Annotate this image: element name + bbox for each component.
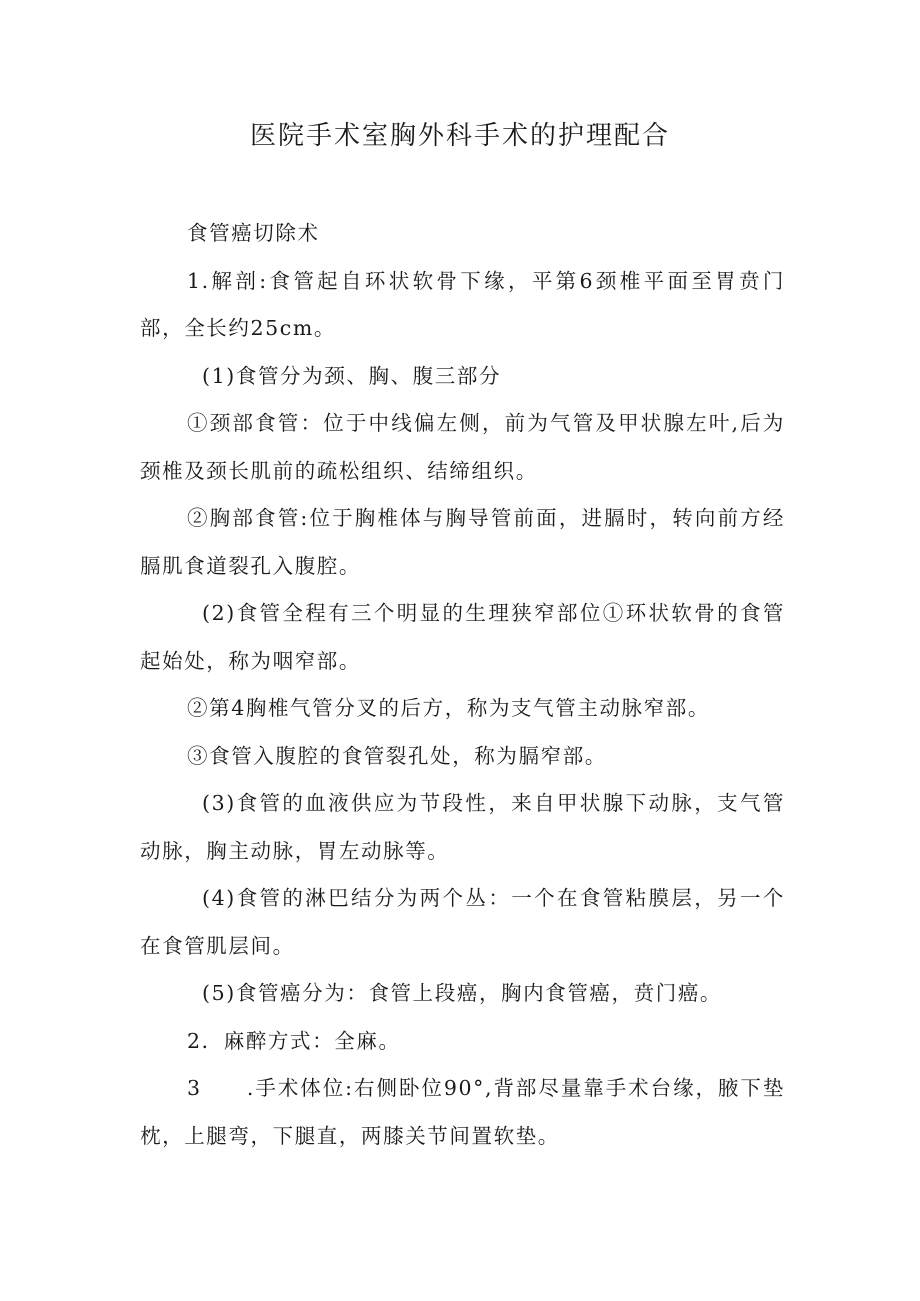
- paragraph-anatomy: 1.解剖:食管起自环状软骨下缘，平第6颈椎平面至胃贲门部，全长约25cm。: [140, 268, 785, 340]
- paragraph-cancer-types: (5)食管癌分为：食管上段癌，胸内食管癌，贲门癌。: [202, 981, 723, 1005]
- paragraph-narrowing-3: ③食管入腹腔的食管裂孔处，称为膈窄部。: [187, 743, 607, 768]
- document-title: 医院手术室胸外科手术的护理配合: [249, 121, 670, 151]
- paragraph-narrowings: (2)食管全程有三个明显的生理狭窄部位①环状软骨的食管起始处，称为咽窄部。: [140, 601, 785, 673]
- section-heading: 食管癌切除术: [187, 221, 320, 245]
- paragraph-esophagus-parts: (1)食管分为颈、胸、腹三部分: [202, 363, 502, 388]
- paragraph-narrowing-2: ②第4胸椎气管分叉的后方，称为支气管主动脉窄部。: [187, 696, 710, 720]
- paragraph-lymph: (4)食管的淋巴结分为两个丛：一个在食管粘膜层，另一个在食管肌层间。: [140, 886, 785, 958]
- document-body: [140, 210, 785, 1160]
- paragraph-anesthesia: 2．麻醉方式：全麻。: [187, 1028, 401, 1053]
- paragraph-position: 3 .手术体位:右侧卧位90°,背部尽量靠手术台缘，腋下垫枕，上腿弯，下腿直，两膝关节间置软垫。: [140, 1076, 785, 1148]
- paragraph-blood-supply: (3)食管的血液供应为节段性，来自甲状腺下动脉，支气管动脉，胸主动脉，胃左动脉等。: [140, 791, 785, 863]
- paragraph-thoracic: ②胸部食管:位于胸椎体与胸导管前面，进膈时，转向前方经膈肌食道裂孔入腹腔。: [140, 506, 785, 578]
- paragraph-cervical: ①颈部食管：位于中线偏左侧，前为气管及甲状腺左叶,后为颈椎及颈长肌前的疏松组织、结缔组织。: [140, 411, 785, 483]
